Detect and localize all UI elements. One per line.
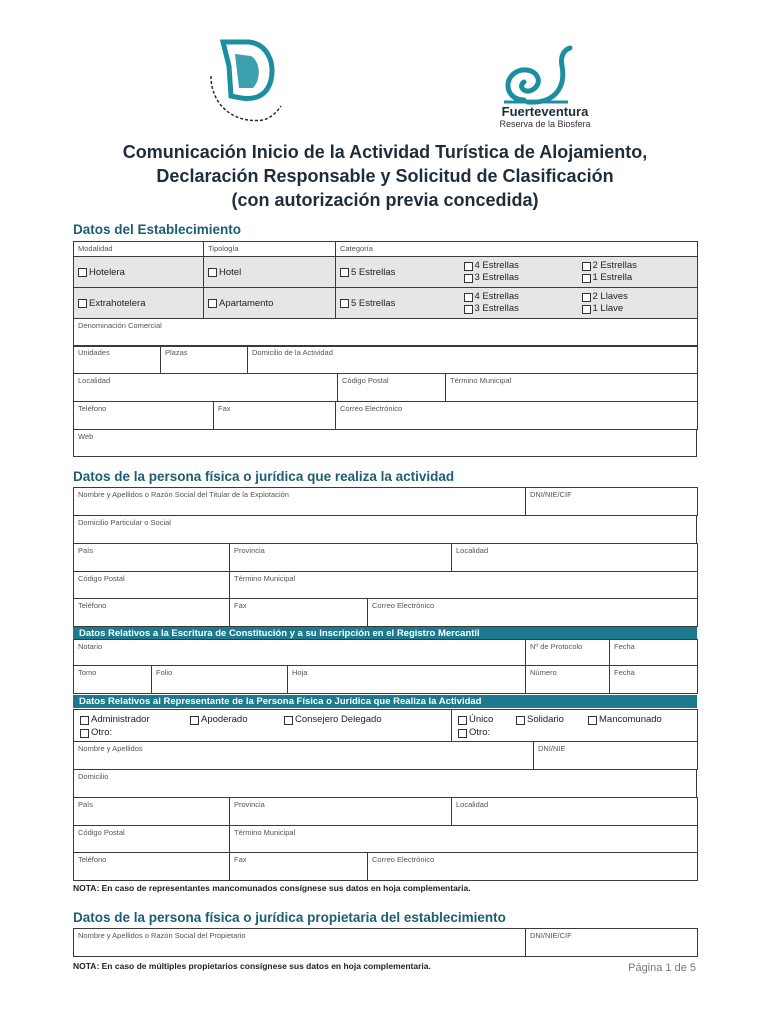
localidad-field[interactable]: Localidad: [74, 374, 338, 402]
propietario-table: [73, 928, 698, 957]
unico-label: Único: [469, 714, 494, 725]
web-field[interactable]: Web: [74, 430, 697, 457]
administrador-label: Administrador: [91, 714, 150, 725]
hotel-2-estrellas-checkbox[interactable]: [582, 262, 591, 271]
localidad-titular-field[interactable]: Localidad: [452, 544, 698, 572]
escritura-section-bar: Datos Relativos a la Escritura de Constitución y a su Inscripción en el Registro Mercantil: [73, 627, 697, 640]
nota-representantes: NOTA: En caso de representantes mancomunados consígnese sus datos en hoja complementaria.: [73, 883, 471, 893]
apart-5-estrellas-label: 5 Estrellas: [351, 297, 396, 309]
titular-table-5: [73, 598, 698, 627]
establecimiento-table-3: [73, 373, 698, 402]
cargo-cell: [74, 710, 452, 742]
pais-field[interactable]: País: [74, 544, 230, 572]
dni-propietario-field[interactable]: DNI/NIE/CIF: [526, 929, 698, 957]
solidario-checkbox[interactable]: [516, 716, 525, 725]
pais-representante-field[interactable]: País: [74, 798, 230, 826]
nombre-propietario-field[interactable]: Nombre y Apellidos o Razón Social del Propietario: [74, 929, 526, 957]
titular-table-4: [73, 571, 698, 599]
denominacion-comercial-field[interactable]: Denominación Comercial: [74, 319, 698, 347]
provincia-representante-field[interactable]: Provincia: [230, 798, 452, 826]
apart-4-estrellas-checkbox[interactable]: [464, 293, 473, 302]
notario-field[interactable]: Notario: [74, 640, 526, 666]
representante-table-4: [73, 825, 698, 853]
dni-representante-field[interactable]: DNI/NIE: [534, 742, 698, 770]
hotel-1-estrella-checkbox[interactable]: [582, 274, 591, 283]
termino-representante-field[interactable]: Término Municipal: [230, 826, 698, 853]
representante-table-1: [73, 741, 698, 770]
numero-field[interactable]: Número: [526, 666, 610, 694]
extrahotelera-label: Extrahotelera: [89, 297, 146, 309]
brand-name: Fuerteventura: [501, 104, 589, 119]
hoja-field[interactable]: Hoja: [288, 666, 526, 694]
folio-field[interactable]: Folio: [152, 666, 288, 694]
cp-representante-field[interactable]: Código Postal: [74, 826, 230, 853]
titular-table-1: [73, 487, 698, 516]
telefono-representante-field[interactable]: Teléfono: [74, 853, 230, 881]
hotel-5-estrellas-label: 5 Estrellas: [351, 266, 396, 278]
section-establecimiento-title: Datos del Establecimiento: [73, 222, 242, 237]
nombre-representante-field[interactable]: Nombre y Apellidos: [74, 742, 534, 770]
fecha-escritura-field[interactable]: Fecha: [610, 640, 698, 666]
apart-1-llave-label: 1 Llave: [592, 303, 624, 314]
title-line-1: Comunicación Inicio de la Actividad Turística de Alojamiento,: [122, 142, 648, 162]
tomo-field[interactable]: Tomo: [74, 666, 152, 694]
brand-subtitle: Reserva de la Biosfera: [499, 119, 591, 129]
nombre-titular-field[interactable]: Nombre y Apellidos o Razón Social del Titular de la Explotación: [74, 488, 526, 516]
otro-forma-checkbox[interactable]: [458, 729, 467, 738]
representante-table-2: [73, 769, 697, 798]
fecha-registro-field[interactable]: Fecha: [610, 666, 698, 694]
plazas-field[interactable]: Plazas: [161, 346, 248, 374]
representante-cargo-table: [73, 709, 698, 742]
title-line-3: (con autorización previa concedida): [231, 190, 539, 210]
mancomunado-checkbox[interactable]: [588, 716, 597, 725]
apoderado-label: Apoderado: [201, 714, 248, 725]
otro-cargo-checkbox[interactable]: [80, 729, 89, 738]
termino-municipal-field[interactable]: Término Municipal: [446, 374, 698, 402]
title-line-2: Declaración Responsable y Solicitud de Clasificación: [156, 166, 614, 186]
establecimiento-table-5: [73, 429, 697, 457]
apart-1-llave-checkbox[interactable]: [582, 305, 591, 314]
hotel-1-estrella-label: 1 Estrella: [592, 272, 633, 283]
cp-titular-field[interactable]: Código Postal: [74, 572, 230, 599]
hotel-3-estrellas-label: 3 Estrellas: [474, 272, 519, 283]
modalidad-label: Modalidad: [74, 242, 204, 257]
apart-5-estrellas-checkbox[interactable]: [340, 299, 349, 308]
consejero-delegado-checkbox[interactable]: [284, 716, 293, 725]
hotel-label: Hotel: [219, 266, 242, 278]
extrahotelera-checkbox[interactable]: [78, 299, 87, 308]
apart-2-llaves-checkbox[interactable]: [582, 293, 591, 302]
apart-4-estrellas-label: 4 Estrellas: [474, 291, 519, 302]
nota-propietarios: NOTA: En caso de múltiples propietarios consígnese sus datos en hoja complementaria.: [73, 961, 431, 971]
apart-3-estrellas-checkbox[interactable]: [464, 305, 473, 314]
protocolo-field[interactable]: Nº de Protocolo: [526, 640, 610, 666]
dni-titular-field[interactable]: DNI/NIE/CIF: [526, 488, 698, 516]
titular-table-3: [73, 543, 698, 572]
codigo-postal-field[interactable]: Código Postal: [338, 374, 446, 402]
localidad-representante-field[interactable]: Localidad: [452, 798, 698, 826]
escritura-table-2: [73, 665, 698, 694]
domicilio-representante-field[interactable]: Domicilio: [74, 770, 697, 798]
consejero-delegado-label: Consejero Delegado: [295, 714, 382, 725]
apartamento-label: Apartamento: [219, 297, 274, 309]
representante-table-3: [73, 797, 698, 826]
hotel-checkbox[interactable]: [208, 268, 217, 277]
establecimiento-table: [73, 241, 698, 347]
establecimiento-table-2: [73, 345, 698, 374]
termino-titular-field[interactable]: Término Municipal: [230, 572, 698, 599]
page-title: [70, 140, 700, 212]
apoderado-checkbox[interactable]: [190, 716, 199, 725]
hotel-3-estrellas-checkbox[interactable]: [464, 274, 473, 283]
hotel-4-estrellas-checkbox[interactable]: [464, 262, 473, 271]
categoria-label: Categoría: [336, 242, 698, 257]
page-number: Página 1 de 5: [628, 962, 696, 974]
telefono-titular-field[interactable]: Teléfono: [74, 599, 230, 627]
establecimiento-table-4: [73, 401, 698, 430]
hotel-4-estrellas-label: 4 Estrellas: [474, 260, 519, 271]
fax-field[interactable]: Fax: [214, 402, 336, 430]
tipologia-label: Tipología: [204, 242, 336, 257]
forma-cell: [452, 710, 698, 742]
section-propietario-title: Datos de la persona física o jurídica propietaria del establecimiento: [73, 910, 506, 925]
unico-checkbox[interactable]: [458, 716, 467, 725]
fax-titular-field[interactable]: Fax: [230, 599, 368, 627]
escritura-table-1: [73, 639, 698, 666]
representante-section-bar: Datos Relativos al Representante de la Persona Física o Jurídica que Realiza la Actividad: [73, 695, 697, 708]
representante-table-5: [73, 852, 698, 881]
hotel-5-estrellas-checkbox[interactable]: [340, 268, 349, 277]
mancomunado-label: Mancomunado: [599, 714, 662, 725]
correo-field[interactable]: Correo Electrónico: [336, 402, 698, 430]
telefono-field[interactable]: Teléfono: [74, 402, 214, 430]
correo-representante-field[interactable]: Correo Electrónico: [368, 853, 698, 881]
fax-representante-field[interactable]: Fax: [230, 853, 368, 881]
unidades-field[interactable]: Unidades: [74, 346, 161, 374]
solidario-label: Solidario: [527, 714, 564, 725]
hotelera-checkbox[interactable]: [78, 268, 87, 277]
hotel-2-estrellas-label: 2 Estrellas: [592, 260, 637, 271]
hotelera-label: Hotelera: [89, 266, 125, 278]
apartamento-checkbox[interactable]: [208, 299, 217, 308]
apart-3-estrellas-label: 3 Estrellas: [474, 303, 519, 314]
cabildo-logo-icon: [205, 36, 285, 128]
correo-titular-field[interactable]: Correo Electrónico: [368, 599, 698, 627]
section-actividad-title: Datos de la persona física o jurídica que realiza la actividad: [73, 469, 455, 484]
apart-2-llaves-label: 2 Llaves: [592, 291, 628, 302]
administrador-checkbox[interactable]: [80, 716, 89, 725]
otro-forma-label: Otro:: [469, 727, 491, 738]
domicilio-particular-field[interactable]: Domicilio Particular o Social: [74, 516, 697, 544]
titular-table-2: [73, 515, 697, 544]
otro-cargo-label: Otro:: [91, 727, 113, 738]
provincia-field[interactable]: Provincia: [230, 544, 452, 572]
domicilio-actividad-field[interactable]: Domicilio de la Actividad: [248, 346, 698, 374]
